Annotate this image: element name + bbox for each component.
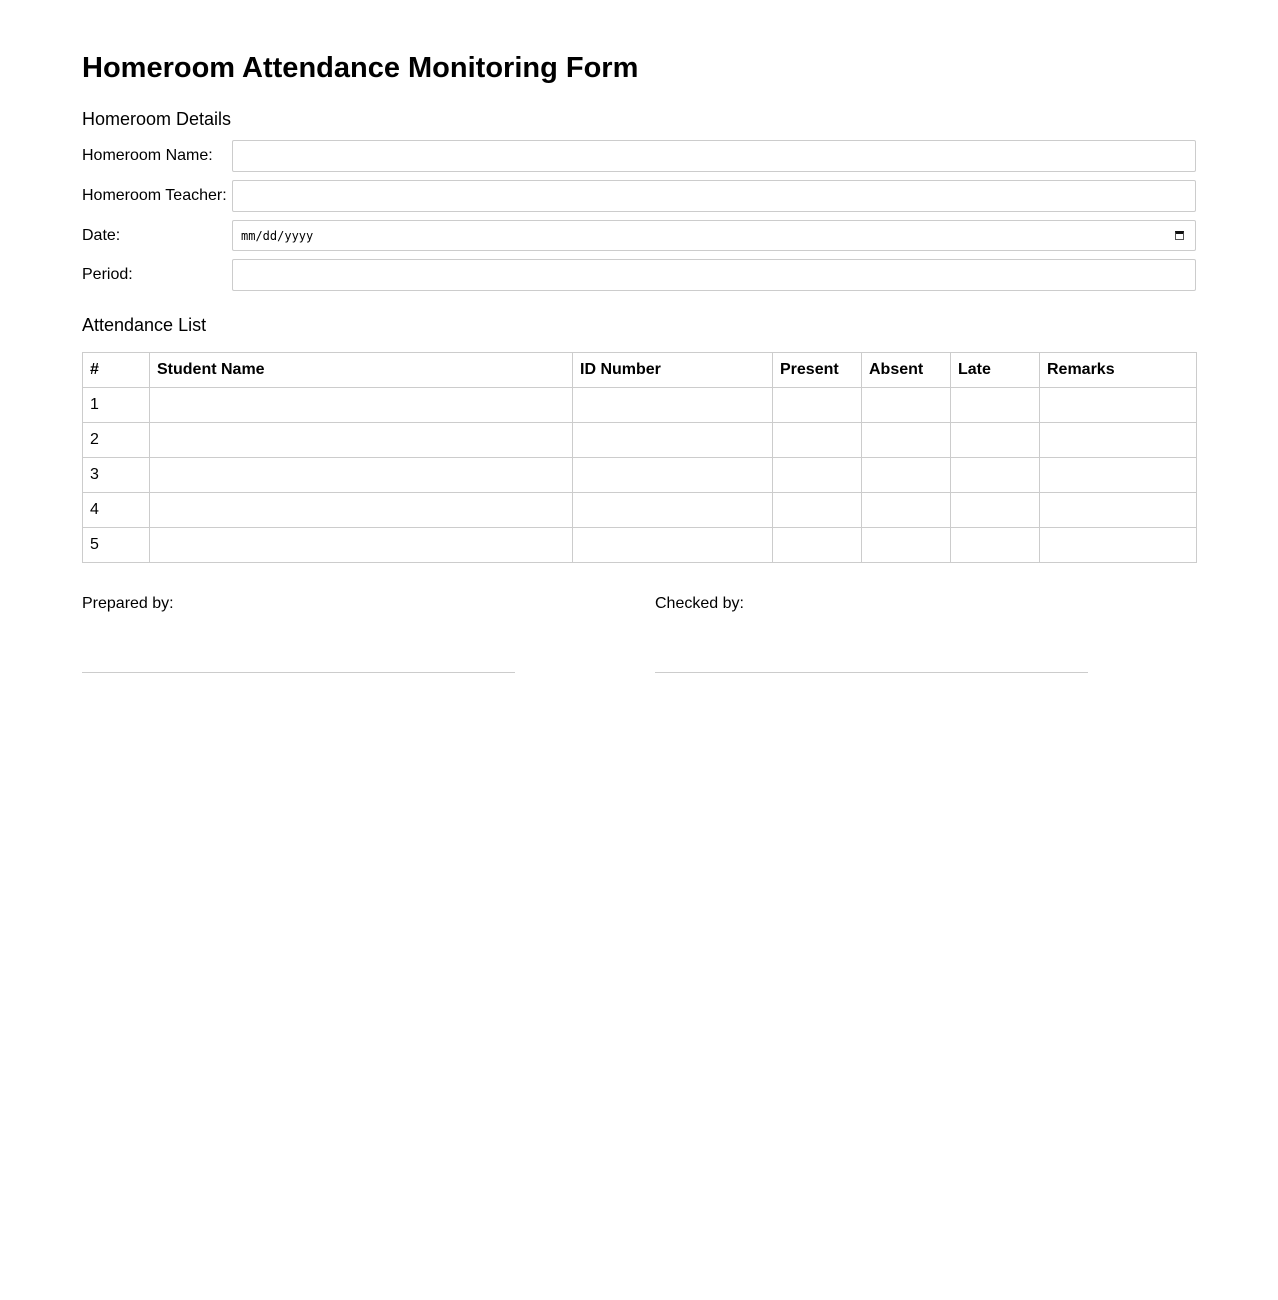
late-cell[interactable] [951,423,1040,458]
row-number: 1 [83,388,150,423]
table-row [83,388,1197,423]
late-cell[interactable] [951,458,1040,493]
row-number: 4 [83,493,150,528]
late-cell[interactable] [951,528,1040,563]
homeroom-teacher-label: Homeroom Teacher: [82,187,227,204]
table-row [83,493,1197,528]
absent-cell[interactable] [862,528,951,563]
prepared-by-signature-line [82,672,515,673]
date-placeholder: mm/dd/yyyy [241,228,314,243]
table-header-row [83,353,1197,388]
checked-by-block [655,594,1088,614]
calendar-icon[interactable] [1175,231,1184,240]
homeroom-name-label: Homeroom Name: [82,147,213,164]
row-number: 2 [83,423,150,458]
column-header-id-number: ID Number [573,353,773,388]
id-number-cell[interactable] [573,423,773,458]
row-number: 5 [83,528,150,563]
date-input[interactable] [232,220,1196,251]
date-row [82,220,1196,251]
prepared-by-label: Prepared by: [82,595,174,612]
late-cell[interactable] [951,493,1040,528]
homeroom-teacher-row [82,180,1196,212]
attendance-list-heading: Attendance List [82,315,207,335]
student-name-cell[interactable] [150,458,573,493]
remarks-cell[interactable] [1040,388,1197,423]
column-header-remarks: Remarks [1040,353,1197,388]
column-header-number: # [83,353,150,388]
student-name-cell[interactable] [150,388,573,423]
present-cell[interactable] [773,458,862,493]
attendance-table [82,352,1197,563]
late-cell[interactable] [951,388,1040,423]
present-cell[interactable] [773,493,862,528]
remarks-cell[interactable] [1040,528,1197,563]
column-header-present: Present [773,353,862,388]
absent-cell[interactable] [862,388,951,423]
absent-cell[interactable] [862,458,951,493]
homeroom-name-row [82,140,1196,172]
row-number: 3 [83,458,150,493]
table-row [83,423,1197,458]
homeroom-name-input[interactable] [232,140,1196,172]
absent-cell[interactable] [862,493,951,528]
homeroom-details-heading: Homeroom Details [82,109,232,129]
table-row [83,458,1197,493]
absent-cell[interactable] [862,423,951,458]
period-label: Period: [82,266,133,283]
column-header-absent: Absent [862,353,951,388]
remarks-cell[interactable] [1040,458,1197,493]
id-number-cell[interactable] [573,458,773,493]
period-input[interactable] [232,259,1196,291]
column-header-late: Late [951,353,1040,388]
present-cell[interactable] [773,423,862,458]
remarks-cell[interactable] [1040,423,1197,458]
checked-by-label: Checked by: [655,595,744,612]
column-header-student-name: Student Name [150,353,573,388]
page-title: Homeroom Attendance Monitoring Form [82,52,639,84]
remarks-cell[interactable] [1040,493,1197,528]
period-row [82,259,1196,291]
student-name-cell[interactable] [150,493,573,528]
prepared-by-block [82,594,515,614]
student-name-cell[interactable] [150,528,573,563]
id-number-cell[interactable] [573,388,773,423]
id-number-cell[interactable] [573,493,773,528]
student-name-cell[interactable] [150,423,573,458]
homeroom-teacher-input[interactable] [232,180,1196,212]
present-cell[interactable] [773,528,862,563]
table-row [83,528,1197,563]
date-label: Date: [82,226,121,244]
id-number-cell[interactable] [573,528,773,563]
present-cell[interactable] [773,388,862,423]
checked-by-signature-line [655,672,1088,673]
